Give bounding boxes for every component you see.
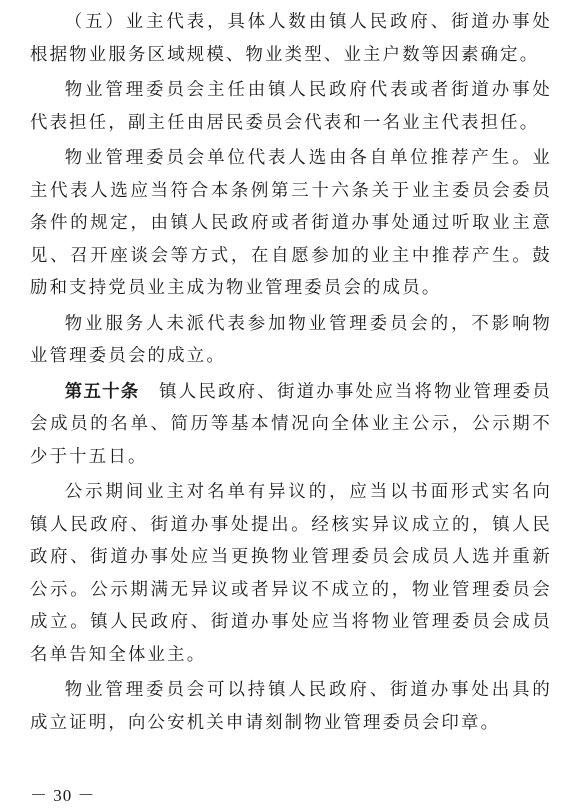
article-heading: 第五十条 — [64, 381, 140, 402]
paragraph-seal: 物业管理委员会可以持镇人民政府、街道办事处出具的成立证明，向公安机关申请刻制物业管理委员会印章。 — [30, 680, 552, 733]
page-number: － 30 － — [30, 786, 96, 805]
paragraph-candidate-selection: 物业管理委员会单位代表人选由各自单位推荐产生。业主代表人选应当符合本条例第三十六条关于业主委员会委员条件的规定，由镇人民政府或者街道办事处通过听取业主意见、召开座谈会等方式，在自愿参加的业主中推荐产生。鼓励和支持党员业主成为物业管理委员会的成员。 — [30, 148, 552, 298]
paragraph-representatives: （五）业主代表，具体人数由镇人民政府、街道办事处根据物业服务区域规模、物业类型、业主户数等因素确定。 — [30, 12, 552, 65]
article-50 — [30, 376, 552, 474]
article-text: 镇人民政府、街道办事处应当将物业管理委员会成员的名单、简历等基本情况向全体业主公示，公示期不少于十五日。 — [30, 381, 552, 467]
paragraph-director: 物业管理委员会主任由镇人民政府代表或者街道办事处代表担任，副主任由居民委员会代表和一名业主代表担任。 — [30, 80, 552, 133]
paragraph-service-provider: 物业服务人未派代表参加物业管理委员会的，不影响物业管理委员会的成立。 — [30, 313, 552, 366]
document-body — [30, 6, 552, 742]
article-separator — [139, 382, 159, 402]
paragraph-objection: 公示期间业主对名单有异议的，应当以书面形式实名向镇人民政府、街道办事处提出。经核实异议成立的，镇人民政府、街道办事处应当更换物业管理委员会成员人选并重新公示。公示期满无异议或者异议不成立的，物业管理委员会成立。镇人民政府、街道办事处应当将物业管理委员会成员名单告知全体业主。 — [30, 482, 552, 665]
